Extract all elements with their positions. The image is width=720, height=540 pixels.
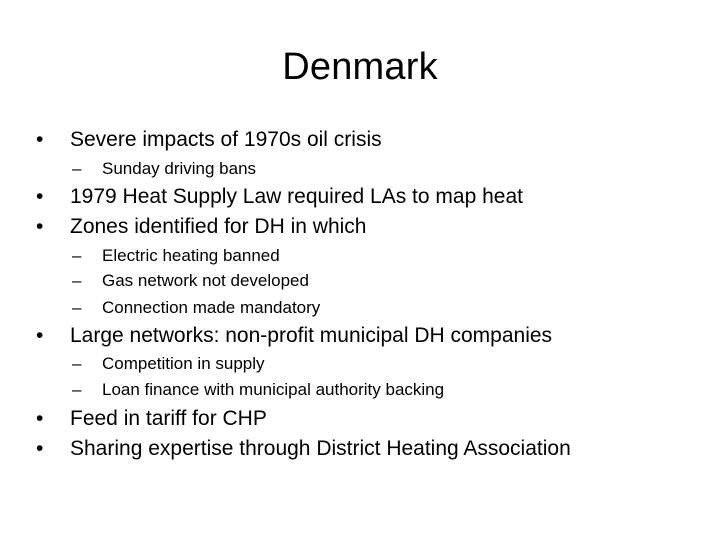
sub-bullet-text: Sunday driving bans [102, 159, 257, 178]
slide-title: Denmark [282, 46, 438, 88]
dash-marker: – [72, 246, 82, 265]
bullet-marker: • [36, 185, 44, 208]
dash-marker: – [72, 159, 82, 178]
sub-bullet-text: Connection made mandatory [102, 298, 321, 317]
bullet-text: Large networks: non-profit municipal DH companies [70, 324, 553, 347]
sub-bullet-text: Electric heating banned [102, 246, 280, 265]
bullet-text: Zones identified for DH in which [70, 215, 367, 238]
dash-marker: – [72, 298, 82, 317]
bullet-marker: • [36, 128, 44, 151]
bullet-marker: • [36, 407, 44, 430]
bullet-text: Severe impacts of 1970s oil crisis [70, 128, 382, 151]
dash-marker: – [72, 354, 82, 373]
sub-bullet-text: Competition in supply [102, 354, 265, 373]
bullet-marker: • [36, 215, 44, 238]
bullet-marker: • [36, 437, 44, 460]
sub-bullet-text: Gas network not developed [102, 271, 309, 290]
bullet-text: Sharing expertise through District Heating Association [70, 437, 571, 460]
dash-marker: – [72, 380, 82, 399]
bullet-marker: • [36, 324, 44, 347]
bullet-text: Feed in tariff for CHP [70, 407, 267, 430]
sub-bullet-text: Loan finance with municipal authority backing [102, 380, 445, 399]
bullet-text: 1979 Heat Supply Law required LAs to map heat [70, 185, 523, 208]
dash-marker: – [72, 271, 82, 290]
